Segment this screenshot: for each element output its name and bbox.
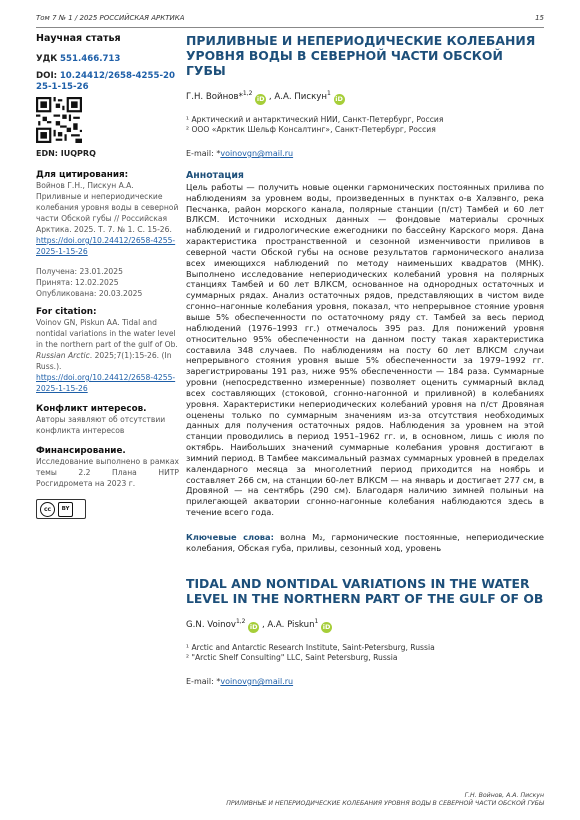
- dates: [36, 266, 179, 299]
- running-footer: [226, 792, 544, 808]
- journal-info: Том 7 № 1 / 2025 РОССИЙСКАЯ АРКТИКА: [36, 14, 185, 22]
- affiliations-en: [186, 643, 544, 663]
- edn: EDN: IUQPRQ: [36, 149, 96, 158]
- keywords: Ключевые слова: волна M₂, гармонические постоянные, непериодические колебания, Обская губа, приливы, сезонный ход, уровень: [186, 532, 544, 554]
- by-icon: BY: [58, 502, 73, 517]
- authors-ru: Г.Н. Войнов*$^{1,2}$ iD , А.А. Пискун$^1$ iD: [186, 90, 343, 103]
- affiliation-1: ¹ Арктический и антарктический НИИ, Санкт-Петербург, Россия: [186, 114, 444, 124]
- footer-authors: Г.Н. Войнов, А.А. Пискун: [464, 792, 544, 799]
- date-accepted: Принята: 12.02.2025: [36, 278, 119, 287]
- main-content: [186, 33, 544, 686]
- orcid-icon[interactable]: iD: [256, 94, 265, 103]
- annotation-heading: Аннотация: [186, 169, 244, 181]
- cite-en-heading: For citation:: [36, 307, 97, 317]
- doi: DOI: 10.24412/2658-4255-2025-1-15-26: [36, 71, 176, 92]
- sidebar: [36, 33, 179, 519]
- orcid-icon[interactable]: iD: [249, 622, 258, 631]
- affiliation-2: ² ООО «Арктик Шельф Консалтинг», Санкт-Петербург, Россия: [186, 124, 436, 134]
- cite-ru-heading: Для цитирования:: [36, 170, 129, 180]
- date-received: Получена: 23.01.2025: [36, 267, 123, 276]
- qr-code-icon: [36, 97, 82, 143]
- orcid-icon[interactable]: iD: [335, 94, 343, 103]
- cite-ru-link[interactable]: https://doi.org/10.24412/2658-4255-2025-1-15-26: [36, 236, 176, 256]
- udk: УДК 551.466.713: [36, 54, 121, 64]
- cc-license-icon: [36, 499, 86, 519]
- cc-icon: cc: [40, 502, 55, 517]
- annotation-text: Цель работы — получить новые оценки гармонических постоянных прилива по наблюдениям за уровнем воды, произведенных в пунктах о-в Халэвнго, река Песчанка, район морского канала, полярные станции (п/ст) Тамбей и 60 лет ВЛКСМ. Источники исходных данных — фондовые материалы срочных наблюдений и гидрологические ежегодники по бассейну Карского моря. Дана характеристика пространственной и сезонной изменчивости приливов в северной части Обской губы на основе результатов гармонического анализа всех имеющихся наблюдений по методу наименьших квадратов (МНК). Выполнено исследование непериодических колебаний уровня на полярных станциях Тамбей и 60 лет ВЛКСМ, основанное на однородных остаточных и суммарных рядах. Анализ остаточных рядов, представляющих в чистом виде сгонно–нагонные колебания уровня, показал, что непрерывное стояние уровня выше 5% обеспеченности по остаточному ряду ст. Тамбей за весь период наблюдений (1976–1993 гг.) отмечалось 395 раз. Для понижений уровня относительно 95% обеспеченности на данном посту такая характеристика составила 348 случаев. По наблюдениям на посту 60 лет ВЛКСМ случаи непрерывного стояния уровня выше 5% обеспеченности за 1979–1992 гг. зарегистрированы 191 раз, ниже 95% обеспеченности — 184 раза. Суммарные уровни (непосредственно измеренные) позволяет оценить суммарный вклад всех составляющих (стоковой, сгонно-нагонной и приливной) в колебаниях уровня. Характеристики непериодических колебаний уровня на п/ст Дровяная оценены только по суммарным значениям из-за отсутствия необходимых данных для получения остаточных рядов. Наблюдения за уровнем на этой станции проводились в период 1951–1962 гг. и, в основном, лишь с июля по октябрь. Наибольших значений суммарные колебания уровня достигают в зимний период. В Тамбее максимальный размах суммарных уровней в пределах календарного месяца за многолетний период приходится на ноябрь и составляет 266 см, на станции 60-лет ВЛКСМ — на январь и достигает 277 см, в Дровяной — на сентябрь (290 см). Благодаря наличию зимней полыньи на прилегающей акватории сгонно-нагонные колебания наблюдаются здесь в течение всего года.: [186, 181, 544, 518]
- header-rule: [36, 27, 544, 28]
- email-ru: E-mail: *voinovgn@mail.ru: [186, 148, 294, 158]
- orcid-icon[interactable]: iD: [322, 622, 331, 631]
- title-en: TIDAL AND NONTIDAL VARIATIONS IN THE WATER LEVEL IN THE NORTHERN PART OF THE GULF OF OB: [186, 576, 544, 607]
- cite-en-text: Voinov GN, Piskun AA. Tidal and nontidal variations in the water level in the northern part of the gulf of Ob. Russian Arctic. 2025;7(1):15-26. (In Russ.). https://doi.org/10.24412/2658-4255-2025-1-15-26: [36, 318, 178, 393]
- email-link-en[interactable]: voinovgn@mail.ru: [220, 676, 294, 686]
- cite-en-link[interactable]: https://doi.org/10.24412/2658-4255-2025-1-15-26: [36, 373, 176, 393]
- authors-en: G.N. Voinov$^{1,2}$ iD , A.A. Piskun$^1$ iD: [186, 618, 331, 631]
- funding-heading: Финансирование.: [36, 446, 126, 456]
- page-number: 15: [535, 14, 544, 22]
- affiliation-2-en: ² "Arctic Shelf Consulting" LLC, Saint Petersburg, Russia: [186, 652, 398, 662]
- footer-title: ПРИЛИВНЫЕ И НЕПЕРИОДИЧЕСКИЕ КОЛЕБАНИЯ УРОВНЯ ВОДЫ В СЕВЕРНОЙ ЧАСТИ ОБСКОЙ ГУБЫ: [226, 800, 544, 807]
- conflict-text: Авторы заявляют об отсутствии конфликта интересов: [36, 415, 166, 435]
- cite-ru-text: Войнов Г.Н., Пискун А.А. Приливные и непериодические колебания уровня воды в северной части Обской губы // Российская Арктика. 2025. Т. 7. № 1. С. 15-26. https://doi.org/10.24412/2658-4255-2025-1-15-26: [36, 181, 179, 256]
- running-header: [36, 14, 544, 26]
- email-link[interactable]: voinovgn@mail.ru: [220, 148, 294, 158]
- title-ru: ПРИЛИВНЫЕ И НЕПЕРИОДИЧЕСКИЕ КОЛЕБАНИЯ УРОВНЯ ВОДЫ В СЕВЕРНОЙ ЧАСТИ ОБСКОЙ ГУБЫ: [186, 33, 536, 78]
- email-en: E-mail: *voinovgn@mail.ru: [186, 676, 294, 686]
- article-type: Научная статья: [36, 33, 121, 44]
- conflict-heading: Конфликт интересов.: [36, 404, 147, 414]
- affiliations-ru: [186, 115, 544, 135]
- affiliation-1-en: ¹ Arctic and Antarctic Research Institute, Saint-Petersburg, Russia: [186, 642, 435, 652]
- date-published: Опубликована: 20.03.2025: [36, 289, 143, 298]
- funding-text: Исследование выполнено в рамках темы 2.2 Плана НИТР Росгидромета на 2023 г.: [36, 457, 179, 488]
